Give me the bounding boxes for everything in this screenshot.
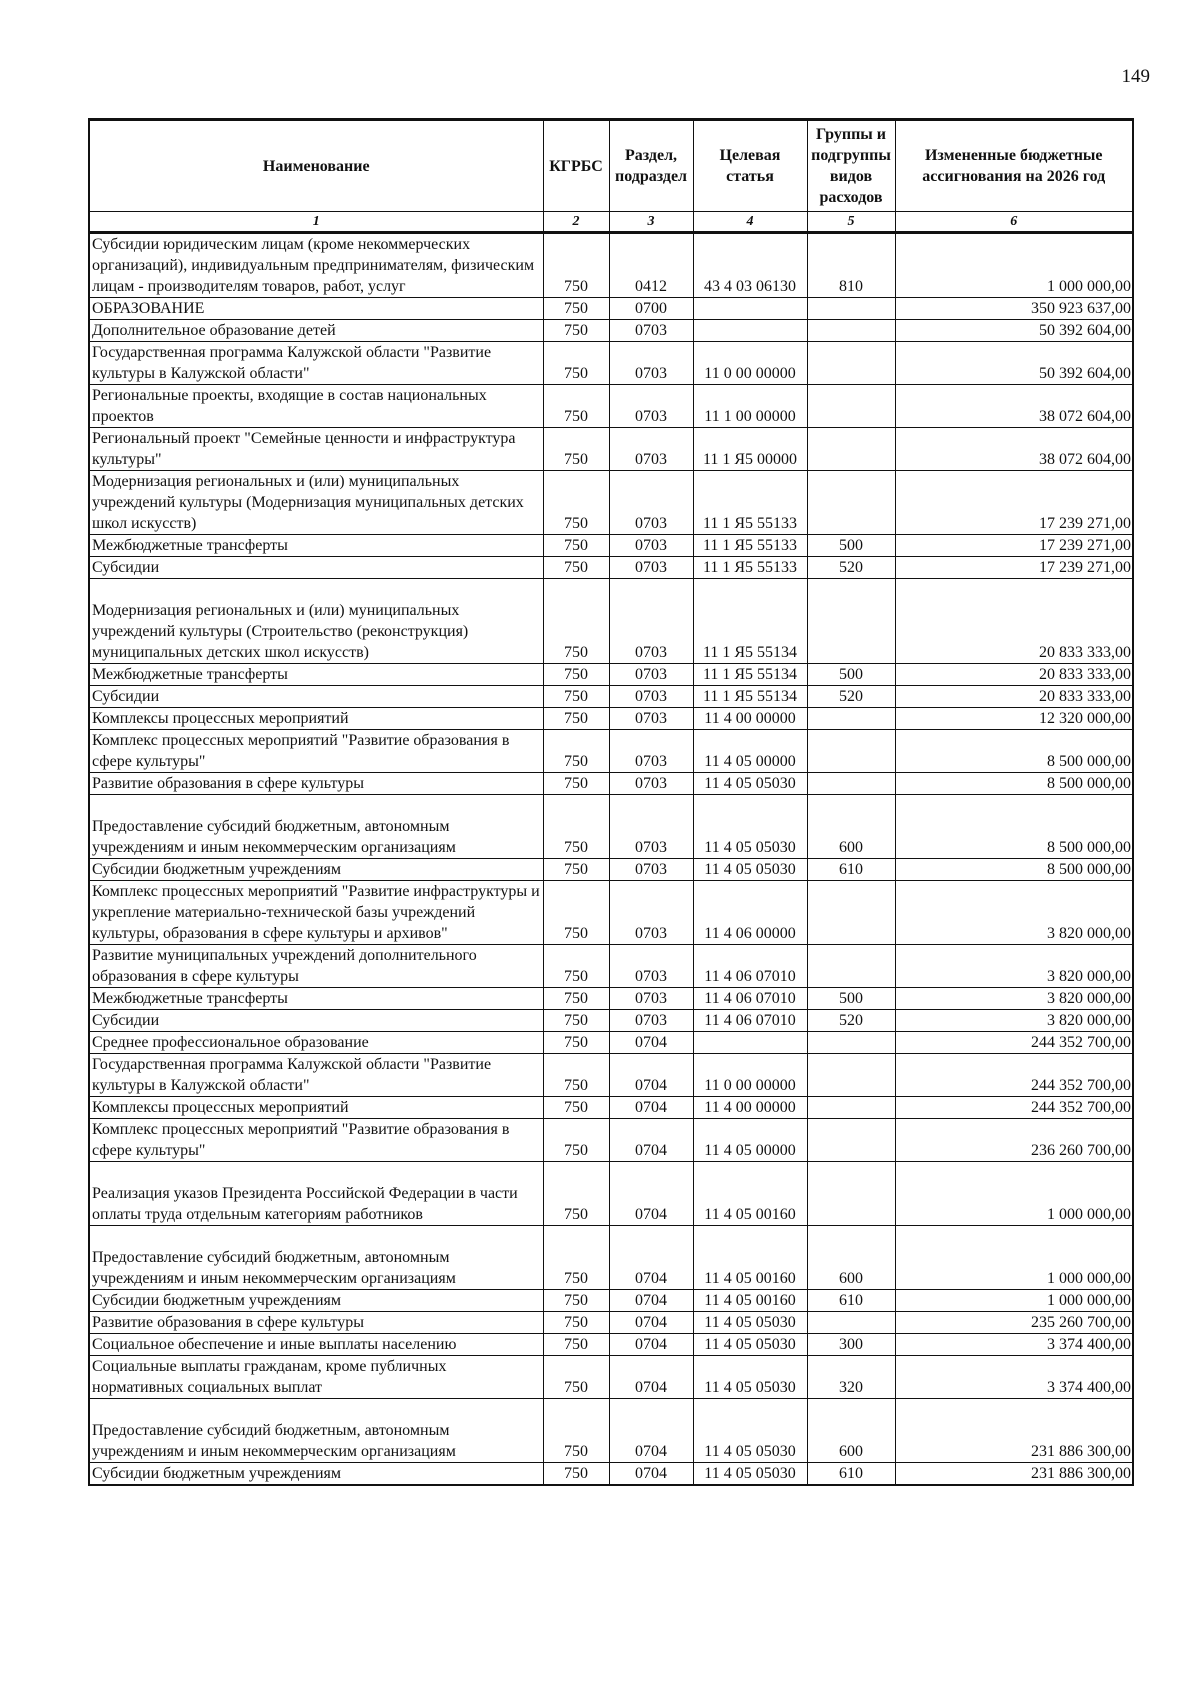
row-group-cell: [807, 320, 895, 342]
table-row: [89, 708, 1133, 730]
row-name-cell: Предоставление субсидий бюджетным, автономным учреждениям и иным некоммерческим организациям: [89, 795, 543, 859]
row-kgrbs-cell: 750: [543, 945, 609, 988]
row-amount-cell: 3 374 400,00: [895, 1334, 1133, 1356]
row-group-cell: 520: [807, 1010, 895, 1032]
row-group-cell: [807, 1312, 895, 1334]
row-kgrbs-cell: 750: [543, 795, 609, 859]
row-name-cell: Субсидии бюджетным учреждениям: [89, 859, 543, 881]
row-kgrbs-cell: 750: [543, 233, 609, 298]
row-amount-cell: 1 000 000,00: [895, 1162, 1133, 1226]
row-section-cell: 0703: [609, 557, 693, 579]
row-group-cell: 500: [807, 988, 895, 1010]
row-group-cell: [807, 298, 895, 320]
row-group-cell: [807, 1162, 895, 1226]
row-amount-cell: 20 833 333,00: [895, 579, 1133, 664]
table-row: [89, 773, 1133, 795]
row-amount-cell: 17 239 271,00: [895, 535, 1133, 557]
row-target-cell: 11 4 05 00160: [693, 1226, 807, 1290]
table-row: [89, 1097, 1133, 1119]
row-section-cell: 0704: [609, 1097, 693, 1119]
row-section-cell: 0704: [609, 1463, 693, 1486]
row-group-cell: [807, 428, 895, 471]
row-amount-cell: 38 072 604,00: [895, 385, 1133, 428]
column-number: 2: [543, 212, 609, 233]
row-amount-cell: 12 320 000,00: [895, 708, 1133, 730]
row-amount-cell: 17 239 271,00: [895, 557, 1133, 579]
row-amount-cell: 244 352 700,00: [895, 1032, 1133, 1054]
row-group-cell: [807, 881, 895, 945]
row-kgrbs-cell: 750: [543, 881, 609, 945]
row-target-cell: 11 0 00 00000: [693, 342, 807, 385]
row-target-cell: 11 1 Я5 55134: [693, 579, 807, 664]
row-section-cell: 0703: [609, 471, 693, 535]
row-section-cell: 0703: [609, 988, 693, 1010]
row-kgrbs-cell: 750: [543, 664, 609, 686]
row-name-cell: Социальные выплаты гражданам, кроме публичных нормативных социальных выплат: [89, 1356, 543, 1399]
table-row: [89, 557, 1133, 579]
row-section-cell: 0703: [609, 320, 693, 342]
row-name-cell: Субсидии бюджетным учреждениям: [89, 1463, 543, 1486]
row-target-cell: 11 0 00 00000: [693, 1054, 807, 1097]
header-section: Раздел, подраздел: [609, 120, 693, 212]
row-target-cell: 11 4 06 00000: [693, 881, 807, 945]
row-group-cell: [807, 730, 895, 773]
row-amount-cell: 231 886 300,00: [895, 1463, 1133, 1486]
row-section-cell: 0412: [609, 233, 693, 298]
row-amount-cell: 38 072 604,00: [895, 428, 1133, 471]
row-target-cell: [693, 320, 807, 342]
row-name-cell: Развитие муниципальных учреждений дополнительного образования в сфере культуры: [89, 945, 543, 988]
row-target-cell: 11 4 05 05030: [693, 795, 807, 859]
row-name-cell: Субсидии бюджетным учреждениям: [89, 1290, 543, 1312]
row-kgrbs-cell: 750: [543, 730, 609, 773]
header-groups: Группы и подгруппы видов расходов: [807, 120, 895, 212]
table-row: [89, 342, 1133, 385]
row-name-cell: Модернизация региональных и (или) муниципальных учреждений культуры (Строительство (реконструкция) муниципальных детских школ искусств): [89, 579, 543, 664]
row-target-cell: 11 1 Я5 55134: [693, 686, 807, 708]
row-section-cell: 0703: [609, 795, 693, 859]
row-kgrbs-cell: 750: [543, 1054, 609, 1097]
table-row: [89, 233, 1133, 298]
row-kgrbs-cell: 750: [543, 1010, 609, 1032]
table-row: [89, 471, 1133, 535]
row-section-cell: 0703: [609, 773, 693, 795]
row-group-cell: 600: [807, 1399, 895, 1463]
table-row: [89, 945, 1133, 988]
row-target-cell: 11 1 Я5 00000: [693, 428, 807, 471]
row-amount-cell: 3 820 000,00: [895, 945, 1133, 988]
row-name-cell: Реализация указов Президента Российской Федерации в части оплаты труда отдельным категориям работников: [89, 1162, 543, 1226]
row-name-cell: Развитие образования в сфере культуры: [89, 773, 543, 795]
header-amount: Измененные бюджетные ассигнования на 2026 год: [895, 120, 1133, 212]
row-kgrbs-cell: 750: [543, 471, 609, 535]
row-name-cell: Комплексы процессных мероприятий: [89, 708, 543, 730]
column-number: 1: [89, 212, 543, 233]
table-row: [89, 1290, 1133, 1312]
row-target-cell: 11 4 05 00000: [693, 730, 807, 773]
row-amount-cell: 3 374 400,00: [895, 1356, 1133, 1399]
row-name-cell: Субсидии юридическим лицам (кроме некоммерческих организаций), индивидуальным предпринимателям, физическим лицам - производителям товаров, работ, услуг: [89, 233, 543, 298]
row-target-cell: 11 4 05 00160: [693, 1162, 807, 1226]
row-amount-cell: 3 820 000,00: [895, 988, 1133, 1010]
row-group-cell: 500: [807, 535, 895, 557]
row-name-cell: Региональный проект "Семейные ценности и инфраструктура культуры": [89, 428, 543, 471]
row-kgrbs-cell: 750: [543, 428, 609, 471]
row-kgrbs-cell: 750: [543, 1032, 609, 1054]
row-amount-cell: 244 352 700,00: [895, 1054, 1133, 1097]
row-kgrbs-cell: 750: [543, 1312, 609, 1334]
row-kgrbs-cell: 750: [543, 579, 609, 664]
row-target-cell: 11 1 Я5 55133: [693, 471, 807, 535]
row-section-cell: 0704: [609, 1356, 693, 1399]
row-amount-cell: 8 500 000,00: [895, 773, 1133, 795]
row-kgrbs-cell: 750: [543, 1463, 609, 1486]
row-target-cell: 11 4 05 05030: [693, 1334, 807, 1356]
table-row: [89, 385, 1133, 428]
row-amount-cell: 8 500 000,00: [895, 730, 1133, 773]
row-target-cell: 11 4 05 00000: [693, 1119, 807, 1162]
row-name-cell: Межбюджетные трансферты: [89, 535, 543, 557]
row-amount-cell: 3 820 000,00: [895, 1010, 1133, 1032]
row-target-cell: 11 1 Я5 55133: [693, 557, 807, 579]
row-kgrbs-cell: 750: [543, 535, 609, 557]
row-target-cell: 11 4 05 05030: [693, 1463, 807, 1486]
table-row: [89, 1334, 1133, 1356]
row-target-cell: 43 4 03 06130: [693, 233, 807, 298]
row-name-cell: Среднее профессиональное образование: [89, 1032, 543, 1054]
row-target-cell: 11 1 Я5 55134: [693, 664, 807, 686]
row-name-cell: Комплекс процессных мероприятий "Развитие инфраструктуры и укрепление материально-технической базы учреждений культуры, образования в сфере культуры и архивов": [89, 881, 543, 945]
row-kgrbs-cell: 750: [543, 1334, 609, 1356]
row-section-cell: 0704: [609, 1312, 693, 1334]
row-name-cell: Дополнительное образование детей: [89, 320, 543, 342]
row-amount-cell: 235 260 700,00: [895, 1312, 1133, 1334]
row-section-cell: 0704: [609, 1054, 693, 1097]
row-section-cell: 0703: [609, 535, 693, 557]
row-kgrbs-cell: 750: [543, 1399, 609, 1463]
row-group-cell: 810: [807, 233, 895, 298]
row-kgrbs-cell: 750: [543, 1097, 609, 1119]
row-group-cell: [807, 1119, 895, 1162]
table-row: [89, 428, 1133, 471]
row-target-cell: 11 4 05 00160: [693, 1290, 807, 1312]
table-row: [89, 1356, 1133, 1399]
table-row: [89, 859, 1133, 881]
row-section-cell: 0703: [609, 881, 693, 945]
row-target-cell: 11 4 00 00000: [693, 1097, 807, 1119]
header-name: Наименование: [89, 120, 543, 212]
row-kgrbs-cell: 750: [543, 859, 609, 881]
row-section-cell: 0704: [609, 1290, 693, 1312]
row-name-cell: Комплекс процессных мероприятий "Развитие образования в сфере культуры": [89, 1119, 543, 1162]
row-amount-cell: 350 923 637,00: [895, 298, 1133, 320]
row-name-cell: Субсидии: [89, 1010, 543, 1032]
row-kgrbs-cell: 750: [543, 1290, 609, 1312]
row-name-cell: Региональные проекты, входящие в состав национальных проектов: [89, 385, 543, 428]
row-section-cell: 0700: [609, 298, 693, 320]
row-section-cell: 0703: [609, 708, 693, 730]
row-kgrbs-cell: 750: [543, 686, 609, 708]
table-row: [89, 1463, 1133, 1486]
column-number: 3: [609, 212, 693, 233]
row-section-cell: 0704: [609, 1119, 693, 1162]
row-target-cell: [693, 298, 807, 320]
row-section-cell: 0703: [609, 342, 693, 385]
table-row: [89, 298, 1133, 320]
table-row: [89, 320, 1133, 342]
row-target-cell: 11 4 06 07010: [693, 945, 807, 988]
row-name-cell: Развитие образования в сфере культуры: [89, 1312, 543, 1334]
row-kgrbs-cell: 750: [543, 1356, 609, 1399]
table-row: [89, 535, 1133, 557]
row-section-cell: 0704: [609, 1334, 693, 1356]
row-amount-cell: 8 500 000,00: [895, 859, 1133, 881]
table-row: [89, 1226, 1133, 1290]
row-group-cell: [807, 773, 895, 795]
row-amount-cell: 1 000 000,00: [895, 1290, 1133, 1312]
row-kgrbs-cell: 750: [543, 342, 609, 385]
row-kgrbs-cell: 750: [543, 320, 609, 342]
row-name-cell: Предоставление субсидий бюджетным, автономным учреждениям и иным некоммерческим организациям: [89, 1399, 543, 1463]
row-target-cell: 11 4 05 05030: [693, 773, 807, 795]
row-group-cell: 500: [807, 664, 895, 686]
table-row: [89, 1312, 1133, 1334]
row-kgrbs-cell: 750: [543, 708, 609, 730]
table-row: [89, 1119, 1133, 1162]
row-section-cell: 0704: [609, 1399, 693, 1463]
row-amount-cell: 17 239 271,00: [895, 471, 1133, 535]
row-name-cell: Государственная программа Калужской области "Развитие культуры в Калужской области": [89, 342, 543, 385]
row-name-cell: Модернизация региональных и (или) муниципальных учреждений культуры (Модернизация муниципальных детских школ искусств): [89, 471, 543, 535]
row-section-cell: 0703: [609, 945, 693, 988]
row-target-cell: 11 4 05 05030: [693, 1399, 807, 1463]
table-row: [89, 730, 1133, 773]
row-amount-cell: 8 500 000,00: [895, 795, 1133, 859]
row-target-cell: 11 4 00 00000: [693, 708, 807, 730]
table-row: [89, 1399, 1133, 1463]
row-target-cell: 11 1 00 00000: [693, 385, 807, 428]
row-amount-cell: 50 392 604,00: [895, 320, 1133, 342]
row-target-cell: 11 4 06 07010: [693, 988, 807, 1010]
row-section-cell: 0703: [609, 385, 693, 428]
row-target-cell: 11 4 05 05030: [693, 859, 807, 881]
row-amount-cell: 3 820 000,00: [895, 881, 1133, 945]
row-name-cell: Предоставление субсидий бюджетным, автономным учреждениям и иным некоммерческим организациям: [89, 1226, 543, 1290]
row-group-cell: [807, 1032, 895, 1054]
row-group-cell: [807, 579, 895, 664]
row-name-cell: Государственная программа Калужской области "Развитие культуры в Калужской области": [89, 1054, 543, 1097]
row-kgrbs-cell: 750: [543, 298, 609, 320]
row-kgrbs-cell: 750: [543, 773, 609, 795]
column-number: 5: [807, 212, 895, 233]
row-section-cell: 0703: [609, 730, 693, 773]
row-section-cell: 0704: [609, 1162, 693, 1226]
table-row: [89, 686, 1133, 708]
row-group-cell: 610: [807, 1290, 895, 1312]
row-amount-cell: 20 833 333,00: [895, 686, 1133, 708]
table-row: [89, 795, 1133, 859]
page-number: 149: [1121, 66, 1150, 87]
row-group-cell: 520: [807, 557, 895, 579]
row-amount-cell: 1 000 000,00: [895, 233, 1133, 298]
row-section-cell: 0704: [609, 1032, 693, 1054]
row-name-cell: Субсидии: [89, 557, 543, 579]
row-group-cell: [807, 342, 895, 385]
row-section-cell: 0703: [609, 664, 693, 686]
table-row: [89, 1162, 1133, 1226]
column-number: 6: [895, 212, 1133, 233]
row-group-cell: 600: [807, 1226, 895, 1290]
row-target-cell: 11 4 06 07010: [693, 1010, 807, 1032]
row-group-cell: [807, 471, 895, 535]
row-target-cell: 11 1 Я5 55133: [693, 535, 807, 557]
table-row: [89, 988, 1133, 1010]
budget-allocation-table: [88, 118, 1134, 1486]
row-target-cell: 11 4 05 05030: [693, 1356, 807, 1399]
row-section-cell: 0703: [609, 686, 693, 708]
row-kgrbs-cell: 750: [543, 1226, 609, 1290]
row-amount-cell: 1 000 000,00: [895, 1226, 1133, 1290]
table-row: [89, 1010, 1133, 1032]
row-name-cell: Межбюджетные трансферты: [89, 988, 543, 1010]
row-amount-cell: 20 833 333,00: [895, 664, 1133, 686]
row-name-cell: Социальное обеспечение и иные выплаты населению: [89, 1334, 543, 1356]
row-name-cell: ОБРАЗОВАНИЕ: [89, 298, 543, 320]
row-group-cell: [807, 945, 895, 988]
row-name-cell: Комплекс процессных мероприятий "Развитие образования в сфере культуры": [89, 730, 543, 773]
table-row: [89, 579, 1133, 664]
table-row: [89, 1032, 1133, 1054]
row-kgrbs-cell: 750: [543, 988, 609, 1010]
table-row: [89, 1054, 1133, 1097]
row-section-cell: 0703: [609, 1010, 693, 1032]
row-group-cell: [807, 385, 895, 428]
row-amount-cell: 50 392 604,00: [895, 342, 1133, 385]
row-group-cell: 520: [807, 686, 895, 708]
row-section-cell: 0704: [609, 1226, 693, 1290]
row-kgrbs-cell: 750: [543, 1162, 609, 1226]
table-row: [89, 881, 1133, 945]
row-name-cell: Субсидии: [89, 686, 543, 708]
row-group-cell: 600: [807, 795, 895, 859]
row-group-cell: [807, 1054, 895, 1097]
row-group-cell: 610: [807, 859, 895, 881]
column-number: 4: [693, 212, 807, 233]
row-kgrbs-cell: 750: [543, 385, 609, 428]
row-section-cell: 0703: [609, 859, 693, 881]
table-row: [89, 664, 1133, 686]
row-section-cell: 0703: [609, 579, 693, 664]
row-name-cell: Комплексы процессных мероприятий: [89, 1097, 543, 1119]
row-target-cell: 11 4 05 05030: [693, 1312, 807, 1334]
row-kgrbs-cell: 750: [543, 1119, 609, 1162]
row-amount-cell: 244 352 700,00: [895, 1097, 1133, 1119]
row-group-cell: 320: [807, 1356, 895, 1399]
row-group-cell: [807, 708, 895, 730]
row-name-cell: Межбюджетные трансферты: [89, 664, 543, 686]
row-amount-cell: 236 260 700,00: [895, 1119, 1133, 1162]
row-group-cell: 300: [807, 1334, 895, 1356]
row-group-cell: 610: [807, 1463, 895, 1486]
row-kgrbs-cell: 750: [543, 557, 609, 579]
header-kgrbs: КГРБС: [543, 120, 609, 212]
row-target-cell: [693, 1032, 807, 1054]
row-group-cell: [807, 1097, 895, 1119]
row-amount-cell: 231 886 300,00: [895, 1399, 1133, 1463]
row-section-cell: 0703: [609, 428, 693, 471]
header-target: Целевая статья: [693, 120, 807, 212]
